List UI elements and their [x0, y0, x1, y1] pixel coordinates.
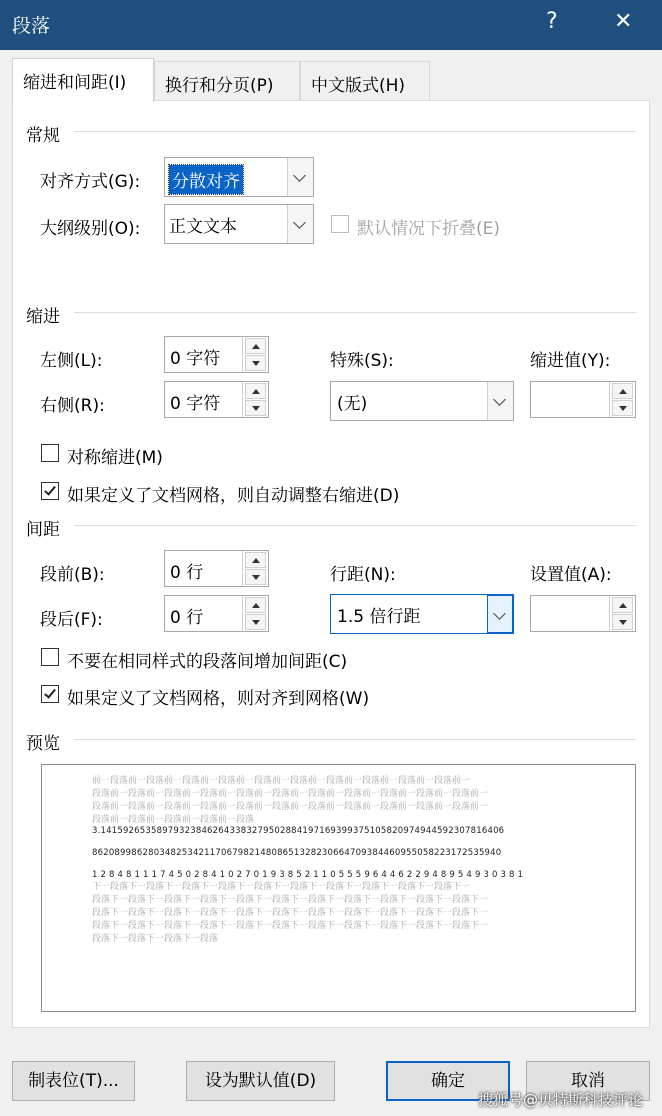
space-before-spinner[interactable]: [164, 550, 269, 587]
preview-sample-paragraph: [92, 820, 562, 886]
preview-line: 段落下一段落下一段落下一段落下一段落下一段落下一段落下一段落下一段落下一段落下一段落下一: [92, 895, 489, 905]
spinner-buttons: [609, 382, 635, 417]
arrow-up-icon: [252, 558, 260, 563]
dropdown-button[interactable]: [487, 382, 513, 420]
divider: [74, 525, 636, 526]
spin-up-button[interactable]: [245, 383, 266, 399]
spin-down-button[interactable]: [245, 569, 266, 585]
special-select[interactable]: [330, 381, 514, 421]
arrow-down-icon: [252, 361, 260, 366]
preview-line: 前一段落前一段落前一段落前一段落前一段落前一段落前一段落前一段落前一段落前一段落前一: [92, 776, 471, 786]
chevron-down-icon: [293, 169, 306, 182]
title-bar: [0, 0, 662, 50]
spacing-at-label: 设置值(A):: [530, 565, 612, 585]
alignment-value: 分散对齐: [169, 165, 243, 194]
preview-line: 8620899862803482534211706798214808651328230664709384460955058223172535940: [92, 848, 502, 858]
chevron-down-icon: [493, 607, 506, 620]
watermark-text: 搜狐号@贝特斯科技评论: [478, 1091, 644, 1109]
auto-right-indent-label: 如果定义了文档网格，则自动调整右缩进(D): [67, 486, 400, 506]
space-after-spinner[interactable]: [164, 595, 269, 632]
spin-up-button[interactable]: [245, 338, 266, 354]
spinner-buttons: [242, 382, 268, 417]
dropdown-button[interactable]: [487, 595, 513, 633]
space-after-value: 0 行: [170, 608, 204, 628]
line-spacing-select[interactable]: [330, 594, 514, 634]
spin-down-button[interactable]: [245, 400, 266, 416]
outline-level-label: 大纲级别(O):: [40, 219, 141, 239]
arrow-up-icon: [252, 389, 260, 394]
check-icon: [44, 686, 56, 698]
spin-down-button[interactable]: [612, 614, 633, 630]
close-button[interactable]: ✕: [614, 9, 633, 34]
arrow-up-icon: [252, 344, 260, 349]
no-space-same-style-label: 不要在相同样式的段落间增加间距(C): [67, 652, 348, 672]
spin-up-button[interactable]: [245, 597, 266, 613]
arrow-down-icon: [252, 575, 260, 580]
preview-line: 段落下一段落下一段落下一段落下一段落下一段落下一段落下一段落下一段落下一段落下一段落下一: [92, 908, 489, 918]
alignment-select[interactable]: [164, 157, 314, 197]
space-before-value: 0 行: [170, 563, 204, 583]
collapse-label: 默认情况下折叠(E): [357, 219, 501, 239]
chevron-down-icon: [293, 216, 306, 229]
special-label: 特殊(S):: [330, 351, 394, 371]
arrow-down-icon: [619, 620, 627, 625]
arrow-up-icon: [252, 603, 260, 608]
cancel-button[interactable]: 取消: [526, 1061, 650, 1101]
preview-line: 段落下一段落下一段落下一段落: [92, 934, 219, 944]
preview-line: 段落前一段落前一段落前一段落前一段落: [92, 815, 255, 825]
outline-level-value: 正文文本: [169, 217, 237, 237]
chevron-down-icon: [493, 393, 506, 406]
line-spacing-label: 行距(N):: [330, 565, 396, 585]
no-space-same-style-checkbox[interactable]: [41, 648, 59, 666]
spinner-buttons: [242, 596, 268, 631]
auto-right-indent-checkbox[interactable]: [41, 482, 59, 500]
outline-level-select[interactable]: [164, 204, 314, 244]
tab-asian-typography[interactable]: [300, 61, 430, 102]
space-after-label: 段后(F):: [40, 610, 103, 630]
snap-to-grid-checkbox[interactable]: [41, 685, 59, 703]
space-before-label: 段前(B):: [40, 565, 105, 585]
divider: [74, 312, 636, 313]
preview-line: 段落前一段落前一段落前一段落前一段落前一段落前一段落前一段落前一段落前一段落前一段落前一: [92, 789, 489, 799]
spin-up-button[interactable]: [612, 383, 633, 399]
indent-left-label: 左侧(L):: [40, 351, 103, 371]
preview-line: 3.141592653589793238462643383279502884197169399375105820974944592307816406: [92, 826, 505, 836]
section-preview-title: 预览: [26, 734, 60, 754]
indent-by-spinner[interactable]: [530, 381, 636, 418]
special-value: (无): [337, 394, 368, 414]
spin-down-button[interactable]: [245, 355, 266, 371]
arrow-down-icon: [252, 406, 260, 411]
indent-right-label: 右侧(R):: [40, 396, 105, 416]
dialog-title: 段落: [12, 15, 51, 37]
indent-right-spinner[interactable]: [164, 381, 269, 418]
spacing-at-spinner[interactable]: [530, 595, 636, 632]
spinner-buttons: [242, 337, 268, 372]
tabs-button[interactable]: 制表位(T)...: [12, 1061, 135, 1101]
preview-next-paragraph: [92, 881, 562, 946]
dropdown-button[interactable]: [287, 158, 313, 196]
set-as-default-button[interactable]: 设为默认值(D): [186, 1061, 335, 1101]
indent-left-spinner[interactable]: [164, 336, 269, 373]
preview-line: 段落下一段落下一段落下一段落下一段落下一段落下一段落下一段落下一段落下一段落下一段落下一: [92, 921, 489, 931]
ok-button[interactable]: 确定: [386, 1061, 510, 1101]
snap-to-grid-label: 如果定义了文档网格，则对齐到网格(W): [67, 689, 370, 709]
alignment-label: 对齐方式(G):: [40, 172, 141, 192]
divider: [74, 739, 636, 740]
preview-line: 1 2 8 4 8 1 1 1 7 4 5 0 2 8 4 1 0 2 7 0 1 9 3 8 5 2 1 1 0 5 5 5 9 6 4 4 6 2 2 9 4 8 9 5 4 9 3 0 3 8 1: [92, 870, 524, 880]
spinner-buttons: [242, 551, 268, 586]
indent-right-value: 0 字符: [170, 394, 221, 414]
arrow-down-icon: [619, 406, 627, 411]
divider: [74, 131, 636, 132]
spinner-buttons: [609, 596, 635, 631]
tab-label: 中文版式(H): [311, 76, 406, 96]
preview-line: 下一段落下一段落下一段落下一段落下一段落下一段落下一段落下一段落下一段落下一段落下一: [92, 882, 471, 892]
section-general-title: 常规: [26, 126, 60, 146]
check-icon: [44, 483, 56, 495]
mirror-indents-label: 对称缩进(M): [67, 448, 163, 468]
arrow-up-icon: [619, 389, 627, 394]
dropdown-button[interactable]: [287, 205, 313, 243]
spin-down-button[interactable]: [612, 400, 633, 416]
mirror-indents-checkbox[interactable]: [41, 444, 59, 462]
arrow-up-icon: [619, 603, 627, 608]
section-spacing-title: 间距: [26, 520, 60, 540]
collapse-checkbox[interactable]: [331, 215, 349, 233]
spin-down-button[interactable]: [245, 614, 266, 630]
tab-indents-spacing[interactable]: [12, 58, 154, 102]
arrow-down-icon: [252, 620, 260, 625]
line-spacing-value: 1.5 倍行距: [337, 607, 421, 627]
tab-line-page-breaks[interactable]: [154, 61, 300, 102]
section-indent-title: 缩进: [26, 307, 60, 327]
spin-up-button[interactable]: [612, 597, 633, 613]
tab-label: 换行和分页(P): [165, 76, 274, 96]
indent-left-value: 0 字符: [170, 349, 221, 369]
tab-label: 缩进和间距(I): [23, 73, 127, 93]
indent-by-label: 缩进值(Y):: [530, 351, 611, 371]
spin-up-button[interactable]: [245, 552, 266, 568]
preview-line: 段落前一段落前一段落前一段落前一段落前一段落前一段落前一段落前一段落前一段落前一段落前一: [92, 802, 489, 812]
paragraph-preview: [41, 764, 636, 1012]
help-button[interactable]: ?: [546, 9, 558, 34]
